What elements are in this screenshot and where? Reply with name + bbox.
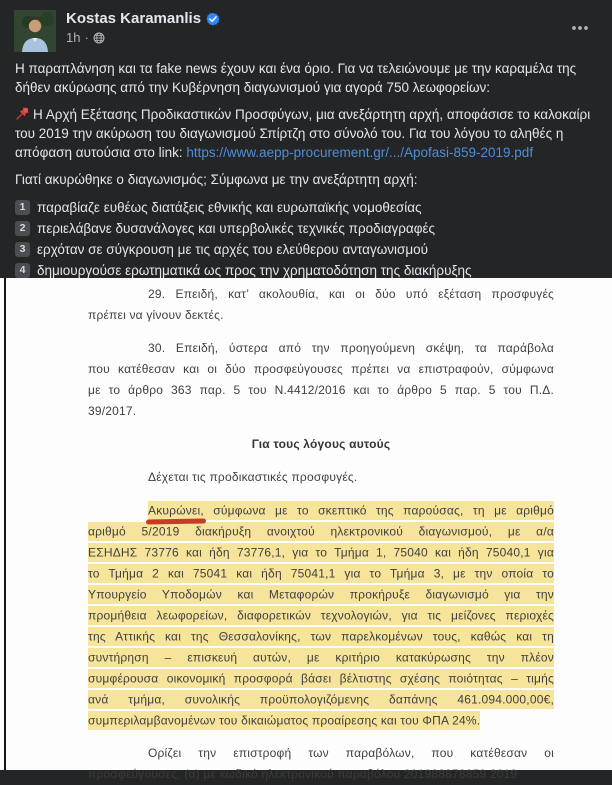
doc-highlight-line	[88, 542, 554, 563]
doc-highlight-line	[88, 563, 554, 584]
highlight-text: σύμφωνα με το σκεπτικό της παρούσας, τη με αριθμό	[204, 501, 554, 520]
more-options-button[interactable]	[564, 10, 596, 51]
doc-highlight-line	[88, 500, 554, 521]
post-paragraph-2-text: Η Αρχή Εξέτασης Προδικαστικών Προσφύγων, μια ανεξάρτητη αρχή, αποφάσισε το καλοκαίρι του 2019 την ακύρωση του διαγωνισμού Σπίρτζη στο σύνολό του. Για του λόγου το αληθές η απόφαση αυτούσια στο link:	[15, 107, 591, 160]
highlight-text: ανά τμήμα, συνολικής προϋπολογιζόμενης δαπάνης 461.094.000,00€,	[88, 690, 554, 709]
keycap-1-icon: 1	[15, 200, 30, 215]
doc-highlight-line	[88, 584, 554, 605]
doc-line: 29. Επειδή, κατ’ ακολουθία, και οι δύο υπό εξέταση προσφυγές	[148, 287, 554, 301]
keycap-4-icon: 4	[15, 263, 30, 278]
highlight-text: Υπουργείο Υποδομών και Μεταφορών προκήρυξε διαγωνισμό για την	[88, 585, 554, 604]
meta-separator: ·	[84, 30, 89, 45]
post-paragraph-3: Γιατί ακυρώθηκε ο διαγωνισμός; Σύμφωνα με την ανεξάρτητη αρχή:	[15, 172, 418, 187]
doc-highlight-line	[88, 710, 554, 731]
list-item	[15, 197, 597, 218]
post-paragraph-1: Η παραπλάνηση και τα fake news έχουν και ένα όριο. Για να τελειώνουμε με την καραμέλα της δήθεν ακύρωσης από την Κυβέρνηση διαγωνισμού για αγορά 750 λεωφορείων:	[15, 61, 577, 95]
highlight-text: συμφέρουσα οικονομική προσφορά βάσει βέλτιστης σχέσης ποιότητας – τιμής	[88, 669, 554, 688]
keycap-3-icon: 3	[15, 242, 30, 257]
highlight-text: το Τμήμα 2 και 75041 και ήδη 75041,1 για το Τμήμα 3, με την οποία το	[88, 564, 554, 583]
doc-highlight-line	[88, 605, 554, 626]
attached-document-image[interactable]	[0, 278, 612, 781]
doc-line: με το άρθρο 363 παρ. 5 του Ν.4412/2016 και το άρθρο 5 παρ. 5 του Π.Δ.	[88, 383, 554, 397]
doc-highlight-line	[88, 647, 554, 668]
avatar[interactable]	[14, 10, 56, 52]
pushpin-icon	[15, 106, 30, 121]
list-item-text: παραβίαζε ευθέως διατάξεις εθνικής και ευρωπαϊκής νομοθεσίας	[37, 200, 422, 215]
doc-highlight-line	[88, 626, 554, 647]
decision-pdf-link[interactable]: https://www.aepp-procurement.gr/.../Apofasi-859-2019.pdf	[186, 145, 534, 160]
list-item-text: ερχόταν σε σύγκρουση με τις αρχές του ελεύθερου ανταγωνισμού	[37, 242, 428, 257]
doc-partial-line: προσφεύγουσες, (α) με κωδικό ηλεκτρονικού παραβόλου 201988878859 2019	[88, 767, 518, 781]
highlight-text: συμπεριλαμβανομένων του δικαιώματος προαίρεσης και του ΦΠΑ 24%.	[88, 711, 480, 730]
document-page-edge	[4, 278, 6, 770]
keycap-2-icon: 2	[15, 221, 30, 236]
post-body	[0, 52, 612, 281]
doc-line: Ορίζει την επιστροφή των παραβόλων, που κατέθεσαν οι	[148, 746, 554, 760]
akyronei-red-underlined: Ακυρώνει,	[148, 501, 204, 520]
list-item-text: περιελάβανε δυσανάλογες και υπερβολικές τεχνικές προδιαγραφές	[37, 221, 436, 236]
doc-line: 30. Επειδή, ύστερα από την προηγούμενη σκέψη, τα παράβολα	[148, 341, 554, 355]
avatar-image	[14, 10, 56, 52]
globe-public-icon	[93, 32, 105, 44]
reasons-list	[15, 197, 597, 281]
doc-line: που κατέθεσαν και οι δύο προσφεύγουσες πρέπει να επιστραφούν, σύμφωνα	[88, 362, 554, 376]
header-text	[66, 10, 564, 45]
doc-heading: Για τους λόγους αυτούς	[251, 437, 391, 451]
highlight-text: αριθμό 5/2019 διακήρυξη ανοιχτού ηλεκτρονικού διαγωνισμού, με α/α	[88, 522, 554, 541]
highlight-text: της Αττικής και της Θεσσαλονίκης, των παρελκομένων τους, καθώς και τη	[88, 627, 554, 646]
doc-highlight-line	[88, 689, 554, 710]
post-meta	[66, 30, 564, 45]
verified-badge-icon	[206, 12, 220, 26]
list-item	[15, 239, 597, 260]
list-item	[15, 218, 597, 239]
highlight-text: συντήρηση – επισκευή αυτών, με κριτήριο κατακύρωσης την πλέον	[88, 648, 554, 667]
post-paragraph-2	[15, 105, 597, 162]
post-header	[0, 0, 612, 52]
doc-line: Δέχεται τις προδικαστικές προσφυγές.	[148, 470, 358, 484]
list-item-text: δημιουργούσε ερωτηματικά ως προς την χρηματοδότηση της διακήρυξης	[37, 263, 472, 278]
author-name[interactable]: Kostas Karamanlis	[66, 10, 202, 27]
timestamp[interactable]: 1h	[66, 30, 81, 45]
document-text	[88, 284, 554, 781]
ellipsis-icon	[570, 18, 590, 38]
doc-line: πρέπει να γίνουν δεκτές.	[88, 308, 224, 322]
highlight-text: προμήθεια λεωφορείων, διαφορετικών τεχνολογιών, για τις μείζονες περιοχές	[88, 606, 554, 625]
doc-highlight-line	[88, 668, 554, 689]
doc-line: 39/2017.	[88, 404, 137, 418]
highlight-text: ΕΣΗΔΗΣ 73776 και ήδη 73776,1, για το Τμήμα 1, 75040 και ήδη 75040,1 για	[88, 543, 554, 562]
